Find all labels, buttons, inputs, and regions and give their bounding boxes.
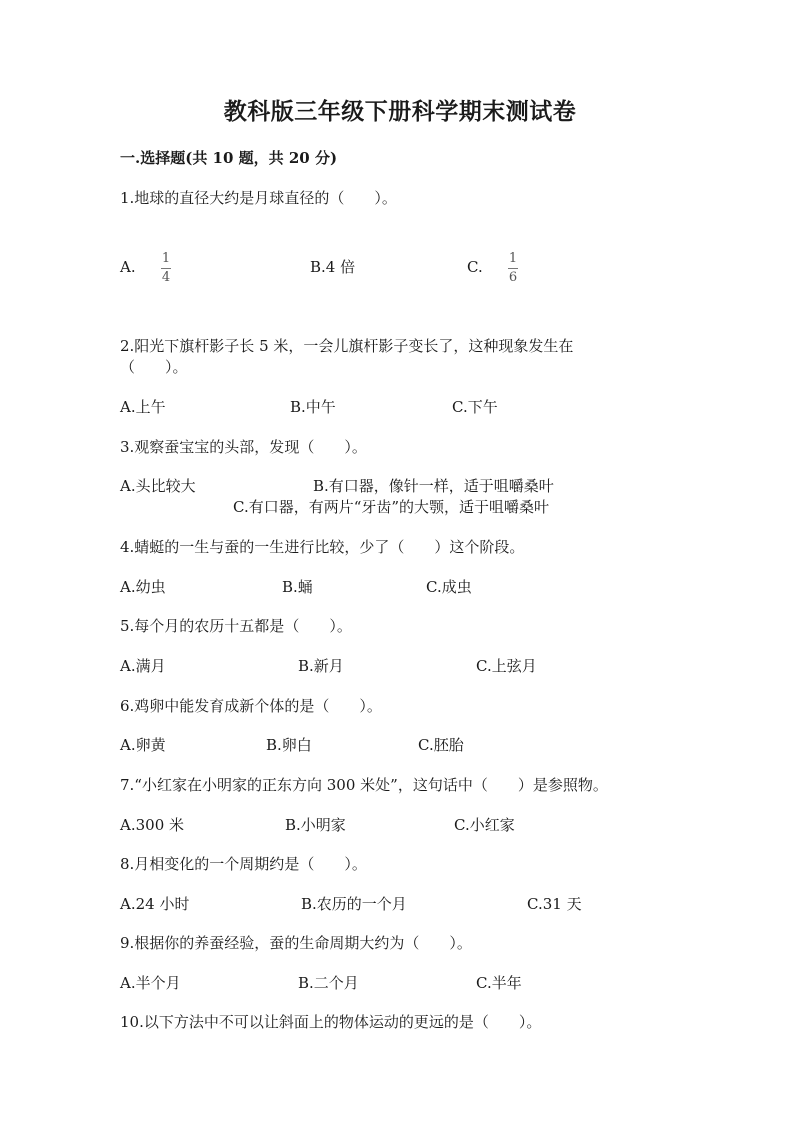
question-3-option-b: B.有口器，像针一样，适于咀嚼桑叶: [313, 477, 554, 495]
question-9-option-b: B.二个月: [298, 974, 359, 992]
question-9-option-c: C.半年: [476, 974, 522, 992]
question-8-option-a: A.24 小时: [120, 895, 190, 913]
question-3-option-c: C.有口器，有两片“牙齿”的大颚，适于咀嚼桑叶: [233, 498, 550, 516]
question-2-option-c: C.下午: [452, 398, 498, 416]
question-1-option-b: B.4 倍: [310, 258, 356, 276]
question-10-stem: 10.以下方法中不可以让斜面上的物体运动的更远的是（ ）。: [120, 1013, 542, 1031]
question-4-option-b: B.蛹: [282, 578, 313, 596]
question-9-option-a: A.半个月: [120, 974, 181, 992]
question-2-option-b: B.中午: [290, 398, 336, 416]
question-4-stem: 4.蜻蜓的一生与蚕的一生进行比较，少了（ ）这个阶段。: [120, 538, 525, 556]
question-1-option-c-fraction: [508, 252, 518, 285]
question-5-option-a: A.满月: [120, 657, 166, 675]
question-2-stem: 2.阳光下旗杆影子长 5 米，一会儿旗杆影子变长了，这种现象发生在: [120, 337, 574, 355]
question-7-stem: 7.“小红家在小明家的正东方向 300 米处”，这句话中（ ）是参照物。: [120, 776, 608, 794]
question-8-option-c: C.31 天: [527, 895, 582, 913]
question-3-option-a: A.头比较大: [120, 477, 196, 495]
question-7-option-c: C.小红家: [454, 816, 515, 834]
fraction-numerator: 1: [161, 251, 171, 266]
question-8-option-b: B.农历的一个月: [301, 895, 407, 913]
question-5-option-b: B.新月: [298, 657, 344, 675]
question-5-option-c: C.上弦月: [476, 657, 537, 675]
section-heading: 一.选择题(共 10 题，共 20 分): [120, 149, 338, 167]
question-3-stem: 3.观察蚕宝宝的头部，发现（ ）。: [120, 438, 367, 456]
question-6-option-c: C.胚胎: [418, 736, 464, 754]
question-2-stem-continued: （ ）。: [120, 358, 188, 376]
question-6-option-a: A.卵黄: [120, 736, 166, 754]
fraction-denominator: 4: [161, 270, 171, 285]
question-9-stem: 9.根据你的养蚕经验，蚕的生命周期大约为（ ）。: [120, 934, 472, 952]
question-2-option-a: A.上午: [120, 398, 166, 416]
question-8-stem: 8.月相变化的一个周期约是（ ）。: [120, 855, 367, 873]
fraction-numerator: 1: [508, 251, 518, 266]
question-5-stem: 5.每个月的农历十五都是（ ）。: [120, 617, 352, 635]
question-7-option-a: A.300 米: [120, 816, 184, 834]
fraction-bar: [508, 268, 518, 269]
question-6-stem: 6.鸡卵中能发育成新个体的是（ ）。: [120, 697, 382, 715]
question-6-option-b: B.卵白: [266, 736, 312, 754]
fraction-denominator: 6: [508, 270, 518, 285]
question-7-option-b: B.小明家: [285, 816, 346, 834]
question-1-option-a: A.: [120, 258, 136, 276]
question-1-option-c: C.: [467, 258, 483, 276]
question-4-option-a: A.幼虫: [120, 578, 166, 596]
page-title: 教科版三年级下册科学期末测试卷: [223, 98, 577, 125]
question-1-stem: 1.地球的直径大约是月球直径的（ ）。: [120, 189, 397, 207]
question-4-option-c: C.成虫: [426, 578, 472, 596]
question-1-option-a-fraction: [161, 252, 171, 285]
fraction-bar: [161, 268, 171, 269]
